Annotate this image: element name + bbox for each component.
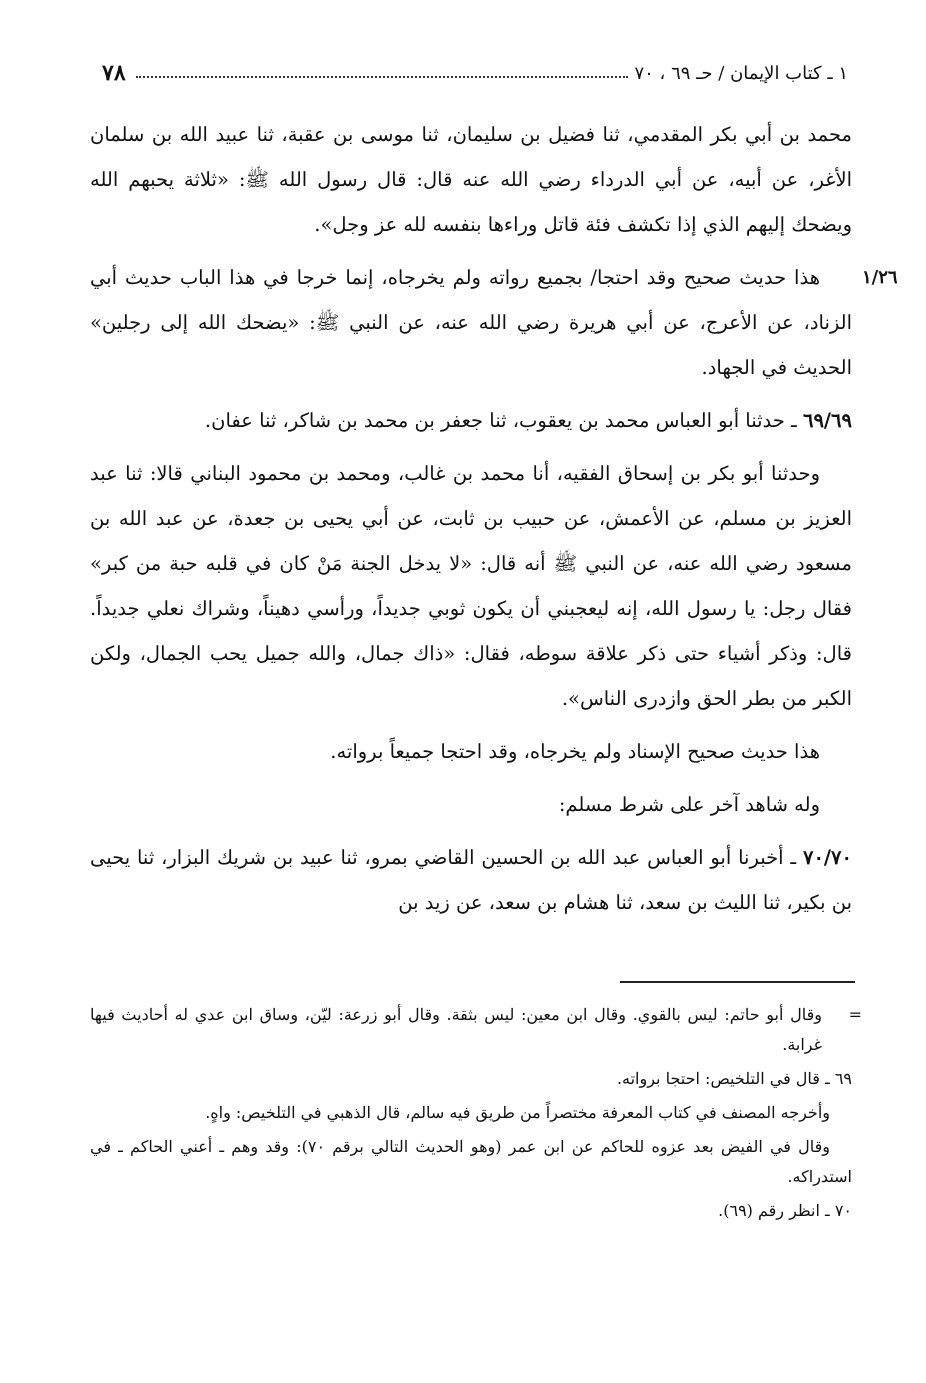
footnote-continued — [90, 1000, 862, 1060]
footnote-separator — [620, 981, 855, 983]
chapter-title: ١ ـ كتاب الإيمان / حـ ٦٩ ، ٧٠ — [634, 62, 848, 84]
footnote-69: ٦٩ ـ قال في التلخيص: احتجا برواته. — [616, 1069, 852, 1088]
footnote-69-detail-1: وأخرجه المصنف في كتاب المعرفة مختصراً من طريق فيه سالم، قال الذهبي في التلخيص: واهٍ. — [205, 1103, 830, 1122]
hadith-70-text: ـ أخبرنا أبو العباس عبد الله بن الحسين القاضي بمرو، ثنا عبيد بن شريك البزار، ثنا يحيى بن بكير، ثنا الليث بن سعد، ثنا هشام بن سعد، عن زيد بن — [90, 846, 852, 914]
margin-folio-note: ١/٢٦ — [862, 267, 898, 288]
hadith-number-69: ٦٩/٦٩ — [802, 409, 852, 432]
running-head — [92, 56, 852, 90]
footnote-1-text: وقال أبو حاتم: ليس بالقوي. وقال ابن معين: ليس بثقة. وقال أبو زرعة: ليّن، وساق ابن عدي له أحاديث فيها غرابة. — [90, 1005, 823, 1054]
paragraph-2-block — [90, 255, 898, 390]
hadith-70 — [90, 835, 852, 925]
paragraph-1: محمد بن أبي بكر المقدمي، ثنا فضيل بن سليمان، ثنا موسى بن عقبة، ثنا عبيد الله بن سلمان الأغر، عن أبيه، عن أبي الدرداء رضي الله عنه قال: قال رسول الله ﷺ: «ثلاثة يحبهم الله ويضحك إليهم الذي إذا تكشف فئة قاتل وراءها بنفسه لله عز وجل». — [90, 123, 852, 236]
paragraph-2: هذا حديث صحيح وقد احتجا/ بجميع رواته ولم يخرجاه، إنما خرجا في هذا الباب حديث أبي الزناد، عن الأعرج، عن أبي هريرة رضي الله عنه، عن النبي ﷺ: «يضحك الله إلى رجلين» الحديث في الجهاد. — [90, 266, 852, 379]
paragraph-5: هذا حديث صحيح الإسناد ولم يخرجاه، وقد احتجا جميعاً برواته. — [330, 740, 820, 763]
main-text — [90, 112, 898, 933]
dotted-leader — [136, 76, 629, 78]
hadith-number-70: ٧٠/٧٠ — [802, 846, 852, 869]
paragraph-6: وله شاهد آخر على شرط مسلم: — [558, 793, 820, 816]
footnote-69-detail-2: وقال في الفيض بعد عزوه للحاكم عن ابن عمر (وهو الحديث التالي برقم ٧٠): وقد وهم ـ أعني الحاكم ـ في استدراكه. — [90, 1137, 852, 1186]
hadith-69-text: ـ حدثنا أبو العباس محمد بن يعقوب، ثنا جعفر بن محمد بن شاكر، ثنا عفان. — [204, 409, 803, 432]
page-number: ٧٨ — [102, 60, 126, 86]
hadith-69 — [90, 398, 852, 443]
paragraph-4: وحدثنا أبو بكر بن إسحاق الفقيه، أنا محمد بن غالب، ومحمد بن محمود البناني قالا: ثنا عبد العزيز بن مسلم، عن الأعمش، عن حبيب بن ثابت، عن أبي يحيى بن جعدة، عن عبد الله بن مسعود رضي الله عنه، عن النبي ﷺ أنه قال: «لا يدخل الجنة مَنْ كان في قلبه حبة من كبر» فقال رجل: يا رسول الله، إنه ليعجبني أن يكون ثوبي جديداً، ورأسي دهيناً، وشراك نعلي جديداً. قال: وذكر أشياء حتى ذكر علاقة سوطه، فقال: «ذاك جمال، والله جميل يحب الجمال، ولكن الكبر من بطر الحق وازدرى الناس». — [90, 462, 852, 710]
footnote-70: ٧٠ ـ انظر رقم (٦٩). — [718, 1201, 852, 1220]
continuation-mark: = — [848, 1005, 862, 1024]
footnotes — [90, 1000, 862, 1230]
